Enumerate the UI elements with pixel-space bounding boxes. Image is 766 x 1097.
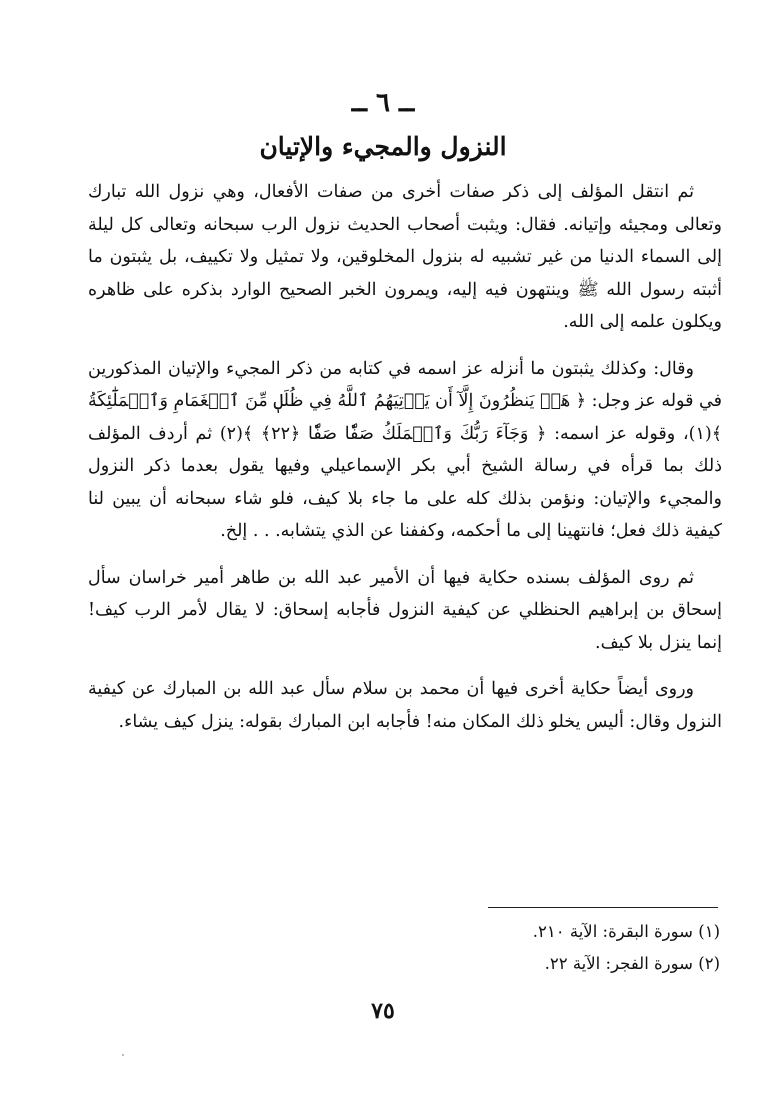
footnote-2: (٢) سورة الفجر: الآية ٢٢. xyxy=(544,954,720,973)
footnote-1: (١) سورة البقرة: الآية ٢١٠. xyxy=(532,922,720,941)
body-text xyxy=(88,176,722,752)
footnotes xyxy=(300,916,720,980)
footnote-divider xyxy=(488,907,718,908)
scan-speck xyxy=(122,1054,124,1056)
section-title: النزول والمجيء والإتيان xyxy=(259,132,507,161)
section-number: ــ ٦ ــ xyxy=(351,88,415,118)
paragraph-2: وقال: وكذلك يثبتون ما أنزله عز اسمه في كتابه من ذكر المجيء والإتيان المذكورين في قوله عز وجل: ﴿ هَلۡ يَنظُرُونَ إِلَّآ أَن يَأۡتِيَهُمُ ٱللَّهُ فِي ظُلَلٖ مِّنَ ٱلۡغَمَامِ وَٱلۡمَلَٰٓئِكَةُ ﴾(١)، وقوله عز اسمه: ﴿ وَجَآءَ رَبُّكَ وَٱلۡمَلَكُ صَفّٗا صَفّٗا ﴿٢٢﴾ ﴾(٢) ثم أردف المؤلف ذلك بما قرأه في رسالة الشيخ أبي بكر الإسماعيلي وفيها يقول بعدما ذكر النزول والمجيء والإتيان: ونؤمن بذلك كله على ما جاء بلا كيف، فلو شاء سبحانه أن يبين لنا كيفية ذلك فعل؛ فانتهينا إلى ما أحكمه، وكففنا عن الذي يتشابه. . . إلخ. xyxy=(88,358,722,541)
page-number: ٧٥ xyxy=(371,998,395,1024)
paragraph-1: ثم انتقل المؤلف إلى ذكر صفات أخرى من صفات الأفعال، وهي نزول الله تبارك وتعالى ومجيئه وإتيانه. فقال: ويثبت أصحاب الحديث نزول الرب سبحانه وتعالى كل ليلة إلى السماء الدنيا من غير تشبيه له بنزول المخلوقين، ولا تمثيل ولا تكييف، بل يثبتون ما أثبته رسول الله ﷺ وينتهون فيه إليه، ويمرون الخبر الصحيح الوارد بذكره على ظاهره ويكلون علمه إلى الله. xyxy=(88,182,722,332)
paragraph-4: وروى أيضاً حكاية أخرى فيها أن محمد بن سلام سأل عبد الله بن المبارك عن كيفية النزول وقال: أليس يخلو ذلك المكان منه! فأجابه ابن المبارك بقوله: ينزل كيف يشاء. xyxy=(88,679,722,732)
paragraph-3: ثم روى المؤلف بسنده حكاية فيها أن الأمير عبد الله بن طاهر أمير خراسان سأل إسحاق بن إبراهيم الحنظلي عن كيفية النزول فأجابه إسحاق: لا يقال لأمر الرب كيف! إنما ينزل بلا كيف. xyxy=(88,567,722,653)
